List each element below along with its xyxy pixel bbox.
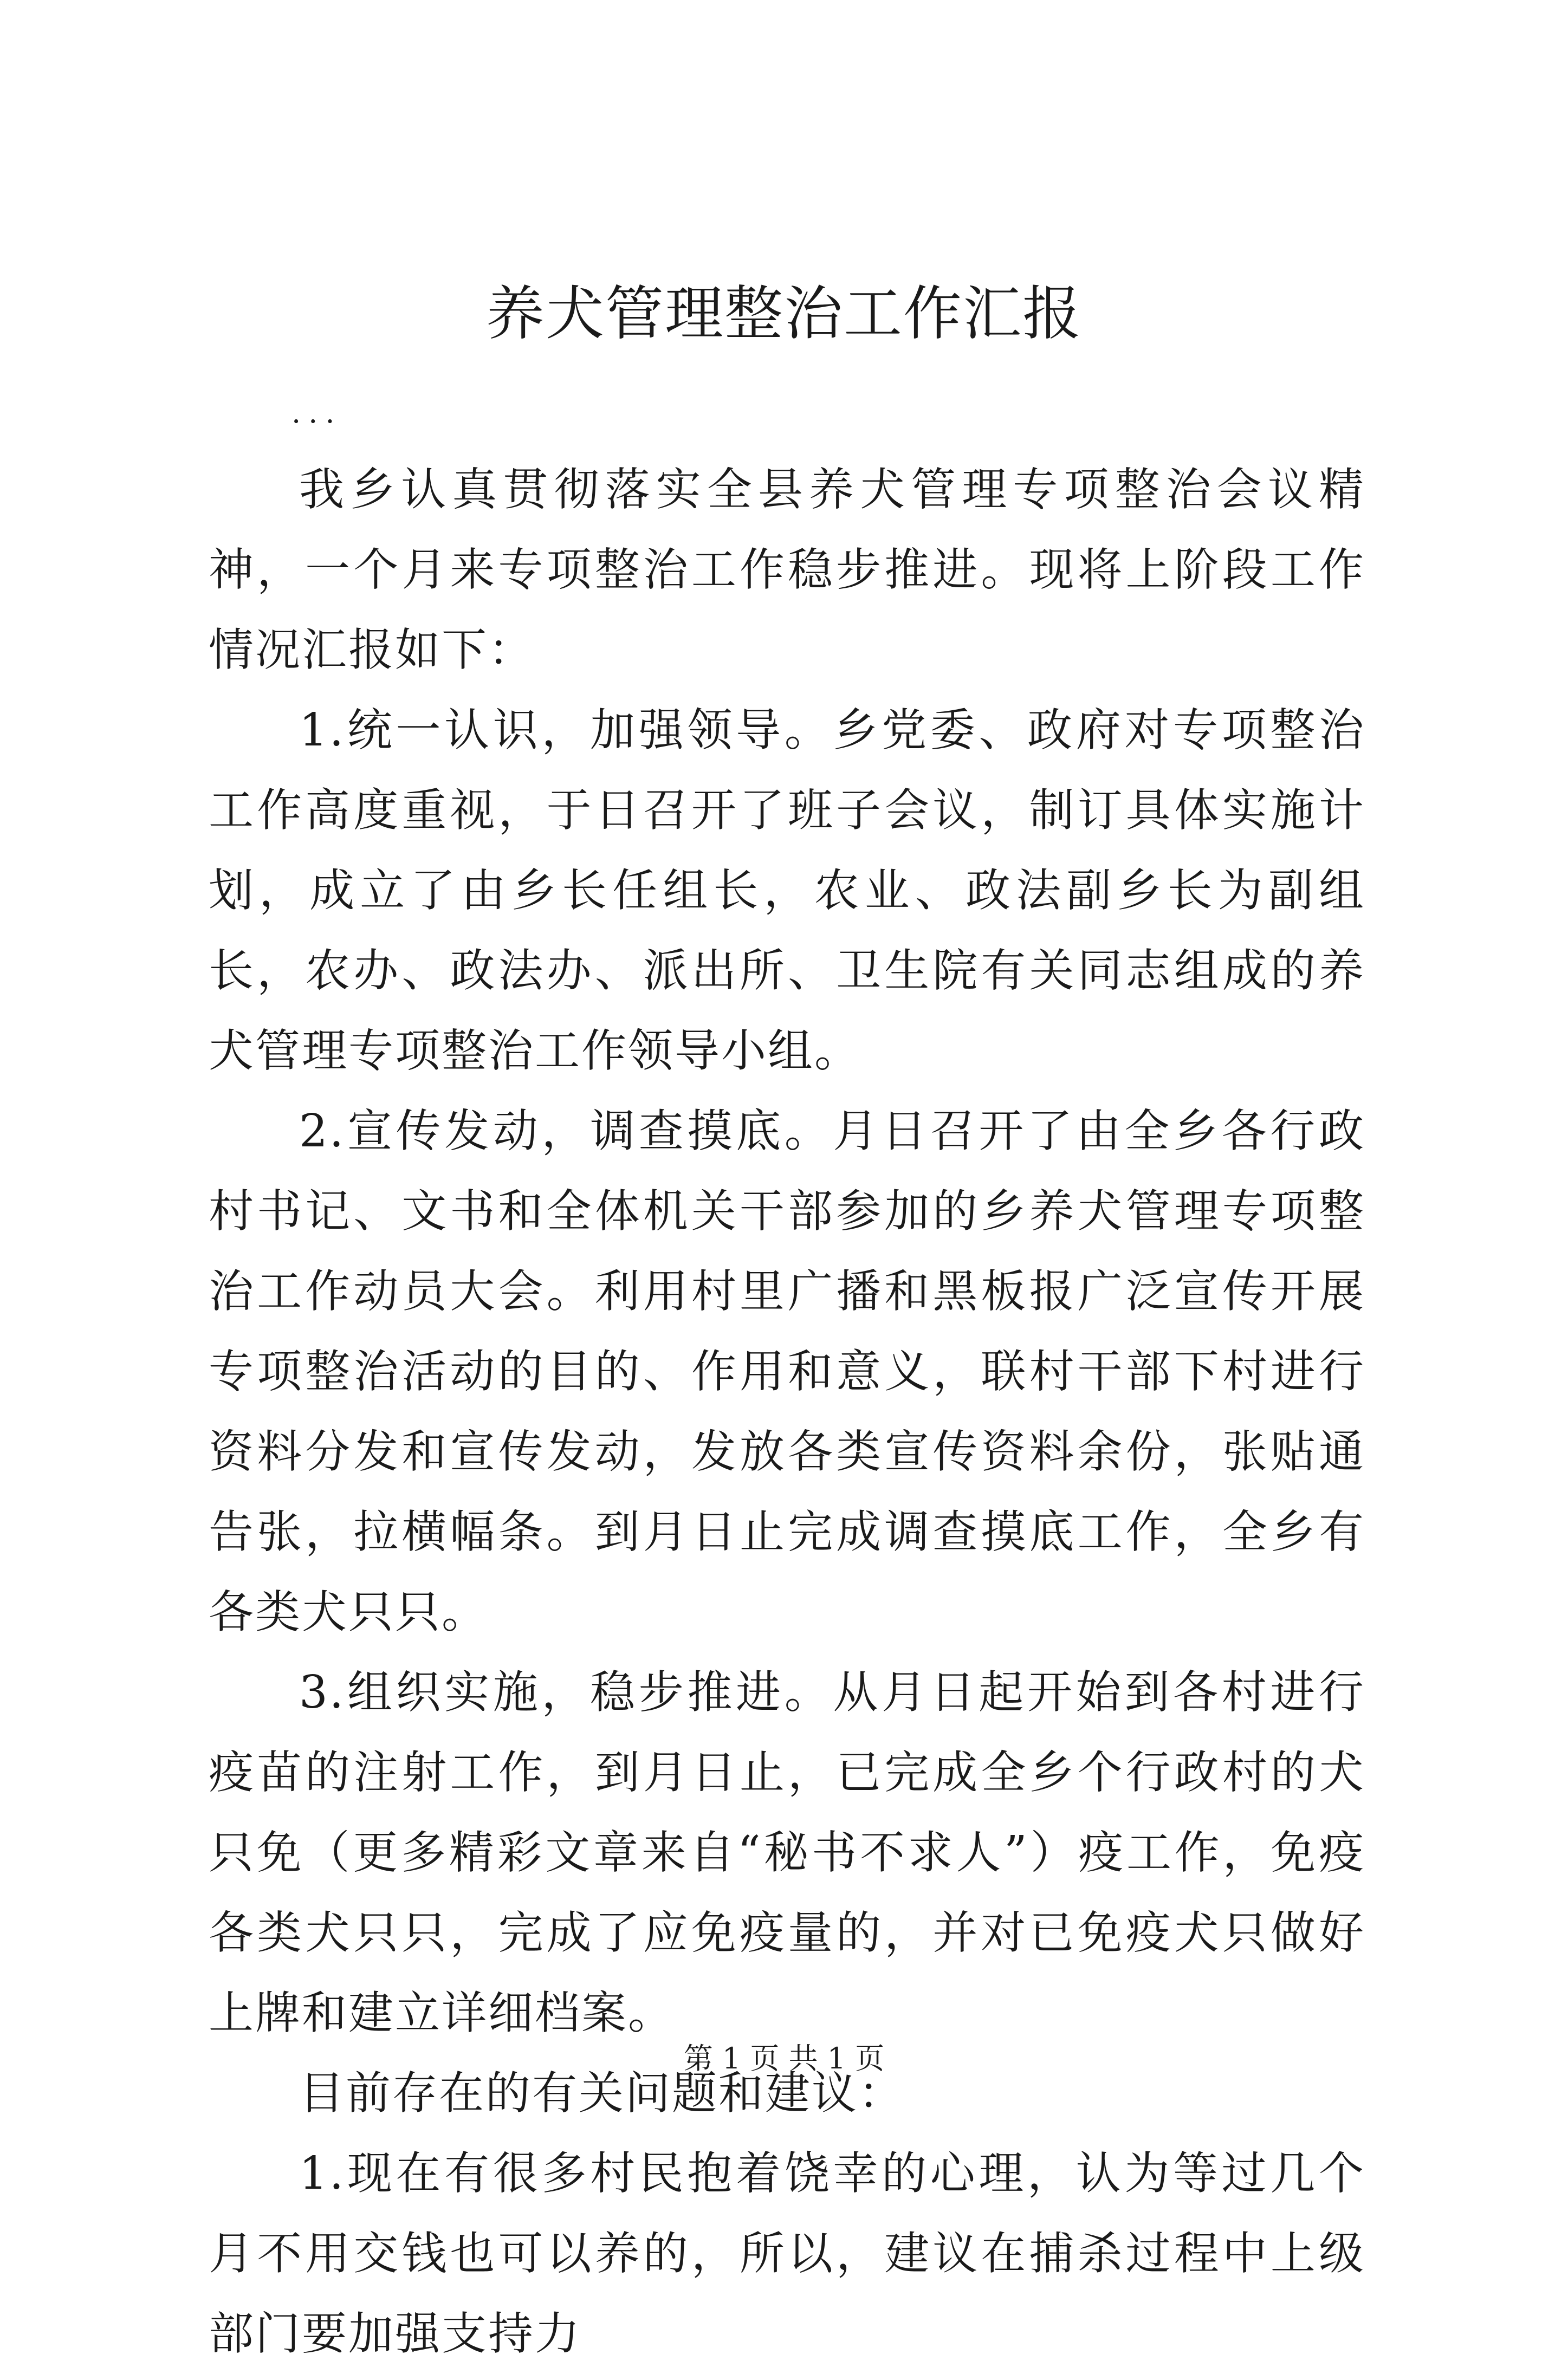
page-footer: 第 1 页 共 1 页 bbox=[683, 2041, 885, 2075]
paragraph-item-2: 2.宣传发动，调查摸底。月日召开了由全乡各行政村书记、文书和全体机关干部参加的乡养犬管理专项整治工作动员大会。利用村里广播和黑板报广泛宣传开展专项整治活动的目的、作用和意义，联村干部下村进行资料分发和宣传发动，发放各类宣传资料余份，张贴通告张，拉横幅条。到月日止完成调查摸底工作，全乡有各类犬只只。 bbox=[209, 1105, 1365, 1638]
ellipsis-mark: ... bbox=[291, 395, 342, 430]
paragraph-item-1: 1.统一认识，加强领导。乡党委、政府对专项整治工作高度重视，于日召开了班子会议，制订具体实施计划，成立了由乡长任组长，农业、政法副乡长为副组长，农办、政法办、派出所、卫生院有关同志组成的养犬管理专项整治工作领导小组。 bbox=[209, 704, 1365, 1077]
paragraph-issues-heading: 目前存在的有关问题和建议： bbox=[299, 2067, 905, 2119]
document-title: 养犬管理整治工作汇报 bbox=[485, 280, 1082, 348]
paragraph-issue-1: 1.现在有很多村民抱着饶幸的心理，认为等过几个月不用交钱也可以养的，所以，建议在捕杀过程中上级部门要加强支持力 bbox=[209, 2147, 1365, 2360]
paragraph-intro: 我乡认真贯彻落实全县养犬管理专项整治会议精神，一个月来专项整治工作稳步推进。现将上阶段工作情况汇报如下： bbox=[209, 463, 1365, 676]
document-body bbox=[209, 450, 1365, 2374]
paragraph-item-3: 3.组织实施，稳步推进。从月日起开始到各村进行疫苗的注射工作，到月日止，已完成全乡个行政村的犬只免（更多精彩文章来自“秘书不求人”）疫工作，免疫各类犬只只，完成了应免疫量的，并对已免疫犬只做好上牌和建立详细档案。 bbox=[209, 1666, 1365, 2039]
